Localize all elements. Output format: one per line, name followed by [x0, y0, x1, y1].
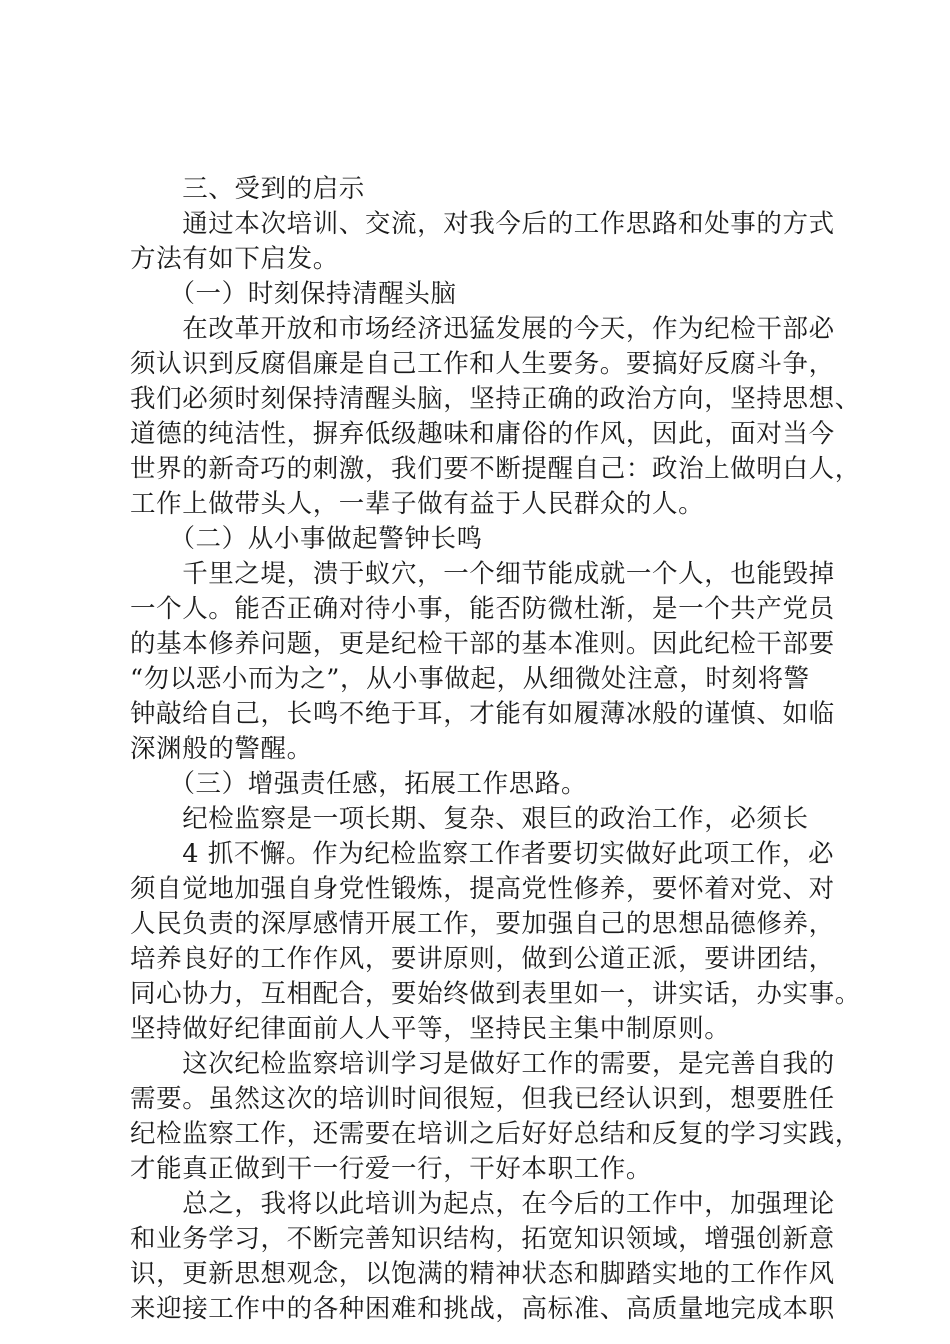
text-line: 世界的新奇巧的刺激，我们要不断提醒自己：政治上做明白人，	[130, 454, 861, 484]
text-line: 纪检监察是一项长期、复杂、艰巨的政治工作，必须长	[130, 804, 809, 834]
text-line: 和业务学习，不断完善知识结构，拓宽知识领域，增强创新意	[130, 1224, 835, 1254]
text-line: 须认识到反腐倡廉是自己工作和人生要务。要搞好反腐斗争，	[130, 349, 835, 379]
text-line: 的基本修养问题，更是纪检干部的基本准则。因此纪检干部要	[130, 629, 835, 659]
text-line: 钟敲给自己，长鸣不绝于耳，才能有如履薄冰般的谨慎、如临	[130, 699, 835, 729]
text-line: 千里之堤，溃于蚁穴，一个细节能成就一个人，也能毁掉	[130, 559, 835, 589]
text-line: 来迎接工作中的各种困难和挑战，高标准、高质量地完成本职	[130, 1294, 835, 1324]
text-line: 工作上做带头人，一辈子做有益于人民群众的人。	[130, 489, 705, 519]
text-line: 4 抓不懈。作为纪检监察工作者要切实做好此项工作，必	[130, 839, 835, 869]
text-line: 同心协力，互相配合，要始终做到表里如一，讲实话，办实事。	[130, 979, 861, 1009]
text-line: 道德的纯洁性，摒弃低级趣味和庸俗的作风，因此，面对当今	[130, 419, 835, 449]
text-line: 才能真正做到干一行爱一行，干好本职工作。	[130, 1154, 653, 1184]
text-line: 坚持做好纪律面前人人平等，坚持民主集中制原则。	[130, 1014, 731, 1044]
text-line: 培养良好的工作作风，要讲原则，做到公道正派，要讲团结，	[130, 944, 835, 974]
text-line: 识，更新思想观念，以饱满的精神状态和脚踏实地的工作作风	[130, 1259, 835, 1289]
text-line: 我们必须时刻保持清醒头脑，坚持正确的政治方向，坚持思想、	[130, 384, 861, 414]
subheading-1: （一）时刻保持清醒头脑	[130, 279, 457, 309]
text-line: 这次纪检监察培训学习是做好工作的需要，是完善自我的	[130, 1049, 835, 1079]
text-line: 须自觉地加强自身党性锻炼，提高党性修养，要怀着对党、对	[130, 874, 835, 904]
text-line: 通过本次培训、交流，对我今后的工作思路和处事的方式	[130, 209, 835, 239]
text-line: 需要。虽然这次的培训时间很短，但我已经认识到，想要胜任	[130, 1084, 835, 1114]
text-line: 纪检监察工作，还需要在培训之后好好总结和反复的学习实践，	[130, 1119, 861, 1149]
text-line: 总之，我将以此培训为起点，在今后的工作中，加强理论	[130, 1189, 835, 1219]
text-line: “勿以恶小而为之”，从小事做起，从细微处注意，时刻将警	[130, 664, 810, 694]
text-line: 在改革开放和市场经济迅猛发展的今天，作为纪检干部必	[130, 314, 835, 344]
text-line: 人民负责的深厚感情开展工作，要加强自己的思想品德修养，	[130, 909, 835, 939]
text-line: 一个人。能否正确对待小事，能否防微杜渐，是一个共产党员	[130, 594, 835, 624]
text-line: 方法有如下启发。	[130, 244, 339, 274]
section-heading-3: 三、受到的启示	[130, 174, 365, 204]
subheading-2: （二）从小事做起警钟长鸣	[130, 524, 483, 554]
text-line: 深渊般的警醒。	[130, 734, 313, 764]
subheading-3: （三）增强责任感，拓展工作思路。	[130, 769, 588, 799]
